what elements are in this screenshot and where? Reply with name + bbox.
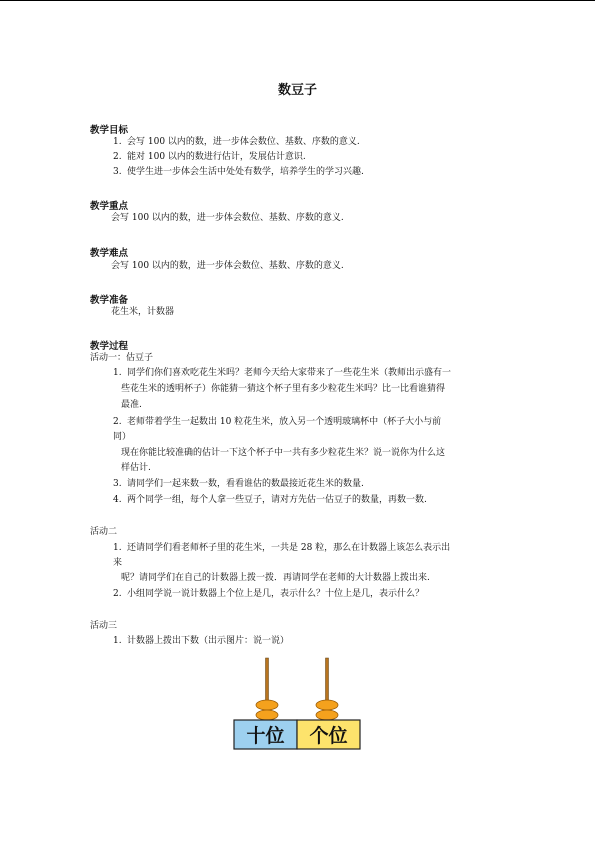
difficulties-text: 会写 100 以内的数，进一步体会数位、基数、序数的意义. bbox=[111, 261, 344, 271]
tens-bead bbox=[256, 710, 278, 720]
activity2-item2: 2. 小组同学说一说计数器上个位上是几，表示什么？十位上是几，表示什么？ bbox=[113, 589, 425, 599]
activity2-item1-line1: 1. 还请同学们看老师杯子里的花生米，一共是 28 粒，那么在计数器上该怎么表示出 bbox=[113, 543, 451, 553]
activity1-label: 活动一：估豆子 bbox=[90, 353, 154, 363]
goal-item: 3. 使学生进一步体会生活中处处有数学，培养学生的学习兴趣. bbox=[113, 167, 364, 177]
ones-bead bbox=[316, 710, 338, 720]
abacus-figure bbox=[232, 656, 362, 751]
activity1-item2-line2: 同） bbox=[113, 432, 132, 442]
activity1-item1-line3: 最准. bbox=[121, 400, 142, 410]
activity2-label: 活动二 bbox=[90, 527, 118, 537]
goal-item: 2. 能对 100 以内的数进行估计，发展估计意识. bbox=[113, 152, 306, 162]
preparation-heading: 教学准备 bbox=[90, 295, 129, 306]
activity2-item1-line2: 来 bbox=[113, 558, 123, 568]
activity1-item2-line3: 现在你能比较准确的估计一下这个杯子中一共有多少粒花生米？说一说你为什么这 bbox=[121, 448, 446, 458]
key-points-text: 会写 100 以内的数，进一步体会数位、基数、序数的意义. bbox=[111, 213, 344, 223]
page-title: 数豆子 bbox=[277, 83, 317, 98]
key-points-heading: 教学重点 bbox=[90, 201, 129, 212]
activity2-item1-line3: 呢？请同学们在自己的计数器上拨一拨．再请同学在老师的大计数器上拨出来. bbox=[121, 573, 430, 583]
activity1-item4: 4. 两个同学一组，每个人拿一些豆子，请对方先估一估豆子的数量，再数一数. bbox=[113, 495, 427, 505]
process-heading: 教学过程 bbox=[90, 341, 129, 352]
activity3-item1: 1. 计数器上拨出下数（出示图片：说一说） bbox=[113, 636, 290, 646]
tens-bead bbox=[256, 700, 278, 710]
difficulties-heading: 教学难点 bbox=[90, 248, 129, 259]
activity1-item1-line2: 些花生米的透明杯子）你能猜一猜这个杯子里有多少粒花生米吗？比一比看谁猜得 bbox=[121, 384, 446, 394]
preparation-text: 花生米，计数器 bbox=[111, 307, 175, 317]
activity1-item1-line1: 1. 同学们你们喜欢吃花生米吗？老师今天给大家带来了一些花生米（教师出示盛有一 bbox=[113, 368, 452, 378]
activity1-item2-line4: 样估计. bbox=[121, 463, 151, 473]
top-rule bbox=[0, 0, 595, 1]
goal-item: 1. 会写 100 以内的数，进一步体会数位、基数、序数的意义. bbox=[113, 137, 360, 147]
activity3-label: 活动三 bbox=[90, 621, 118, 631]
ones-bead bbox=[316, 700, 338, 710]
ones-label: 个位 bbox=[309, 725, 348, 747]
goals-heading: 教学目标 bbox=[90, 125, 129, 136]
activity1-item2-line1: 2. 老师带着学生一起数出 10 粒花生米，放入另一个透明玻璃杯中（杯子大小与前 bbox=[113, 417, 442, 427]
tens-label: 十位 bbox=[246, 725, 285, 747]
activity1-item3: 3. 请同学们一起来数一数，看看谁估的数最接近花生米的数量. bbox=[113, 479, 364, 489]
